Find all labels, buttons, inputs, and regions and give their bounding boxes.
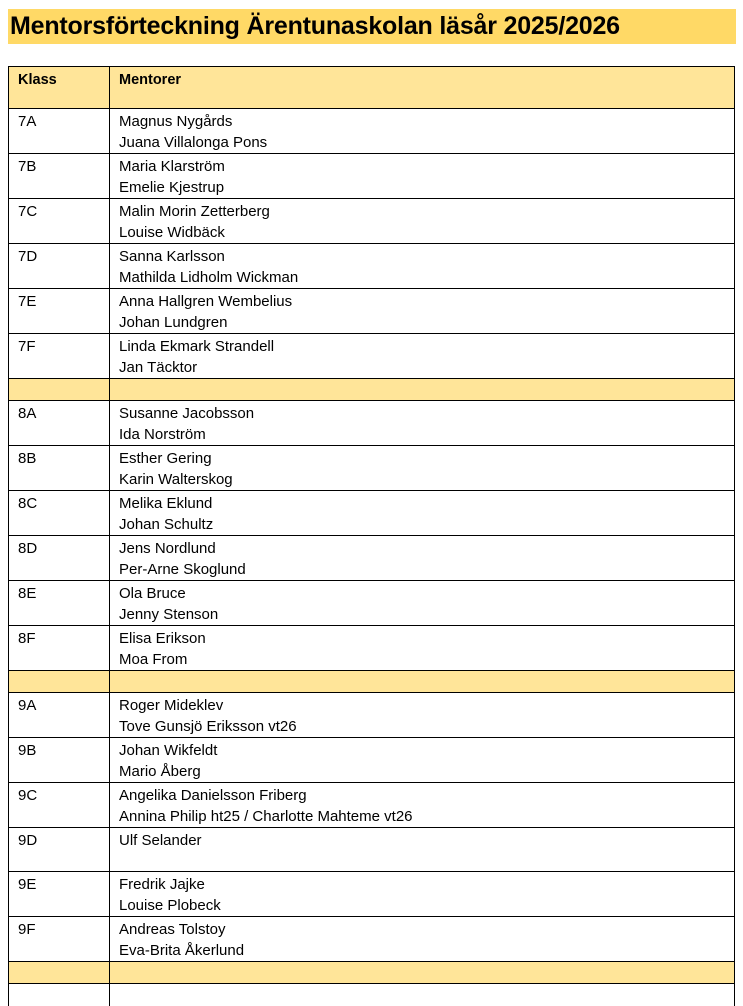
mentor-name: Fredrik Jajke: [119, 876, 205, 893]
mentors-cell: [110, 446, 735, 491]
mentor-name: Melika Eklund: [119, 495, 213, 512]
mentor-name: Ola Bruce: [119, 585, 186, 602]
mentor-name: Johan Schultz: [119, 516, 214, 533]
mentor-name: Angelika Danielsson Friberg: [119, 787, 307, 804]
mentor-name: Per-Arne Skoglund: [119, 561, 246, 578]
table-body: [9, 109, 735, 1006]
mentor-name: Anna Hallgren Wembelius: [119, 293, 293, 310]
mentor-name: Emelie Kjestrup: [119, 179, 225, 196]
mentors-cell: [110, 536, 735, 581]
mentor-name: Mathilda Lidholm Wickman: [119, 269, 299, 286]
table-row: [9, 626, 735, 671]
table-row: [9, 491, 735, 536]
mentor-table: [8, 66, 735, 1006]
mentors-cell: [110, 828, 735, 872]
class-cell: 7D: [9, 244, 110, 289]
class-cell: 9E: [9, 872, 110, 917]
table-row: [9, 783, 735, 828]
class-cell: 8E: [9, 581, 110, 626]
mentors-cell: [110, 289, 735, 334]
mentor-name: Johan Wikfeldt: [119, 742, 218, 759]
empty-cell: [9, 984, 110, 1006]
mentors-cell: [110, 199, 735, 244]
mentors-cell: [110, 581, 735, 626]
mentor-name: Moa From: [119, 651, 188, 668]
class-cell: 8A: [9, 401, 110, 446]
mentors-cell: [110, 109, 735, 154]
empty-cell: [110, 984, 735, 1006]
table-row: [9, 289, 735, 334]
table-header-row: [9, 67, 735, 109]
mentors-cell: [110, 738, 735, 783]
table-row: [9, 244, 735, 289]
class-cell: 9C: [9, 783, 110, 828]
mentor-name: Ulf Selander: [119, 832, 202, 849]
mentor-name: Elisa Erikson: [119, 630, 206, 647]
mentor-name: Malin Morin Zetterberg: [119, 203, 270, 220]
mentor-name: Johan Lundgren: [119, 314, 228, 331]
class-cell: 8C: [9, 491, 110, 536]
mentor-name: Eva-Brita Åkerlund: [119, 942, 245, 959]
mentors-cell: [110, 872, 735, 917]
class-cell: 9A: [9, 693, 110, 738]
class-cell: 9D: [9, 828, 110, 872]
table-row: [9, 154, 735, 199]
class-cell: 7B: [9, 154, 110, 199]
table-row: [9, 536, 735, 581]
header-mentorer: Mentorer: [110, 67, 735, 109]
separator-cell: [110, 379, 735, 401]
separator-row: [9, 962, 735, 984]
title-bar: [8, 9, 736, 44]
mentor-name: Louise Widbäck: [119, 224, 225, 241]
class-cell: 8D: [9, 536, 110, 581]
mentor-name: Ida Norström: [119, 426, 206, 443]
mentor-name: Karin Walterskog: [119, 471, 233, 488]
mentor-name: Louise Plobeck: [119, 897, 221, 914]
class-cell: 8F: [9, 626, 110, 671]
mentor-name: Jan Täcktor: [119, 359, 198, 376]
table-row: [9, 446, 735, 491]
table-row: [9, 581, 735, 626]
mentor-name: Andreas Tolstoy: [119, 921, 226, 938]
mentors-cell: [110, 244, 735, 289]
table-row: [9, 738, 735, 783]
mentor-name: Tove Gunsjö Eriksson vt26: [119, 718, 297, 735]
separator-row: [9, 671, 735, 693]
table-row: [9, 828, 735, 872]
mentor-name: Sanna Karlsson: [119, 248, 225, 265]
table-row: [9, 693, 735, 738]
header-klass: Klass: [9, 67, 110, 109]
class-cell: 7E: [9, 289, 110, 334]
mentor-name: Mario Åberg: [119, 763, 201, 780]
table-row: [9, 334, 735, 379]
mentor-name: Linda Ekmark Strandell: [119, 338, 275, 355]
class-cell: 9B: [9, 738, 110, 783]
table-row: [9, 109, 735, 154]
mentors-cell: [110, 917, 735, 962]
class-cell: 7F: [9, 334, 110, 379]
class-cell: 8B: [9, 446, 110, 491]
mentor-name: Annina Philip ht25 / Charlotte Mahteme vt26: [119, 808, 413, 825]
separator-cell: [9, 962, 110, 984]
class-cell: 9F: [9, 917, 110, 962]
class-cell: 7C: [9, 199, 110, 244]
table-row: [9, 401, 735, 446]
separator-cell: [9, 671, 110, 693]
mentor-name: Esther Gering: [119, 450, 212, 467]
table-row: [9, 199, 735, 244]
mentor-name: Maria Klarström: [119, 158, 225, 175]
mentors-cell: [110, 154, 735, 199]
mentor-name: Magnus Nygårds: [119, 113, 233, 130]
empty-row: [9, 984, 735, 1006]
table-row: [9, 872, 735, 917]
mentors-cell: [110, 783, 735, 828]
mentor-name: Jenny Stenson: [119, 606, 219, 623]
page-title: Mentorsförteckning Ärentunaskolan läsår 2025/2026: [10, 12, 620, 40]
table-row: [9, 917, 735, 962]
mentor-name: Roger Mideklev: [119, 697, 224, 714]
mentors-cell: [110, 491, 735, 536]
separator-cell: [110, 962, 735, 984]
mentors-cell: [110, 626, 735, 671]
class-cell: 7A: [9, 109, 110, 154]
separator-row: [9, 379, 735, 401]
mentors-cell: [110, 401, 735, 446]
separator-cell: [110, 671, 735, 693]
mentors-cell: [110, 334, 735, 379]
mentor-name: Juana Villalonga Pons: [119, 134, 268, 151]
separator-cell: [9, 379, 110, 401]
mentor-name: Jens Nordlund: [119, 540, 216, 557]
mentor-name: Susanne Jacobsson: [119, 405, 255, 422]
mentors-cell: [110, 693, 735, 738]
